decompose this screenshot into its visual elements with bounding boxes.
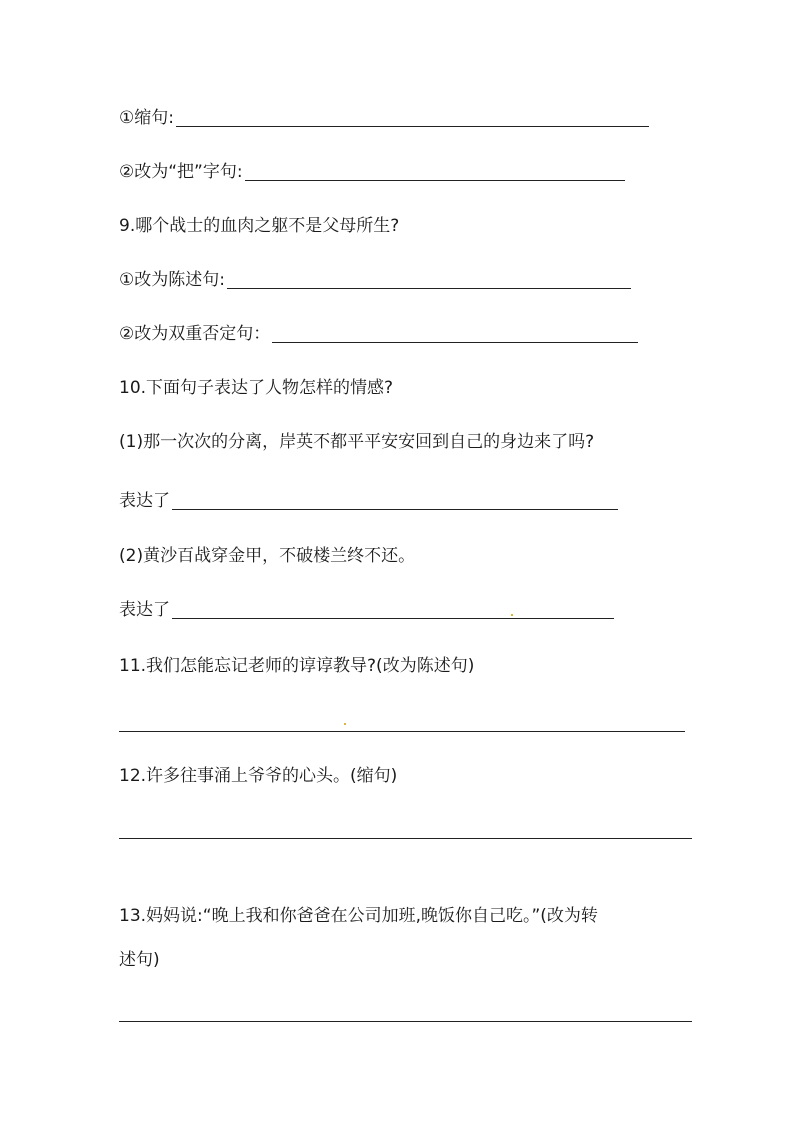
q13-question-line-1 xyxy=(119,904,598,928)
q9-question xyxy=(119,214,399,238)
q10-text: 10.下面句子表达了人物怎样的情感? xyxy=(119,378,394,398)
q9-declarative-label: ①改为陈述句: xyxy=(119,270,225,290)
q9-text: 9.哪个战士的血肉之躯不是父母所生? xyxy=(119,216,400,236)
q10-1-answer-label: 表达了 xyxy=(119,491,170,511)
q13-text-line-2: 述句) xyxy=(119,950,160,970)
q10-sentence-1-text: (1)那一次次的分离，岸英不都平平安安回到自己的身边来了吗? xyxy=(119,432,595,452)
q10-question xyxy=(119,376,393,400)
answer-blank[interactable] xyxy=(272,324,638,343)
answer-blank[interactable] xyxy=(172,491,618,510)
answer-blank[interactable] xyxy=(227,270,631,289)
answer-blank[interactable] xyxy=(245,162,625,181)
q13-question-line-2 xyxy=(119,948,160,972)
q11-text: 11.我们怎能忘记老师的谆谆教导?(改为陈述句) xyxy=(119,656,475,676)
q10-2-answer-label: 表达了 xyxy=(119,600,170,620)
q12-answer-blank[interactable] xyxy=(119,838,692,839)
q13-text-line-1: 13.妈妈说:“晚上我和你爸爸在公司加班,晚饭你自己吃。”(改为转 xyxy=(119,906,598,926)
answer-blank[interactable] xyxy=(172,600,614,619)
stray-dot xyxy=(344,723,346,725)
q8-condense-row xyxy=(119,106,649,130)
q9-double-negative-row xyxy=(119,322,638,346)
q12-text: 12.许多往事涌上爷爷的心头。(缩句) xyxy=(119,766,398,786)
q13-answer-blank[interactable] xyxy=(119,1021,692,1022)
q10-2-answer-row xyxy=(119,598,614,622)
q10-sentence-1 xyxy=(119,430,594,454)
q8-ba-sentence-row xyxy=(119,160,625,184)
q12-question xyxy=(119,764,397,788)
q11-answer-blank[interactable] xyxy=(119,731,685,732)
q10-sentence-2 xyxy=(119,544,415,568)
answer-blank[interactable] xyxy=(176,108,649,127)
q9-declarative-row xyxy=(119,268,631,292)
q11-question xyxy=(119,654,474,678)
q9-double-negative-label: ②改为双重否定句： xyxy=(119,324,271,344)
q8-condense-label: ①缩句: xyxy=(119,108,174,128)
stray-dot xyxy=(511,614,513,616)
q8-ba-sentence-label: ②改为“把”字句: xyxy=(119,162,243,182)
q10-sentence-2-text: (2)黄沙百战穿金甲，不破楼兰终不还。 xyxy=(119,546,416,566)
q10-1-answer-row xyxy=(119,489,618,513)
